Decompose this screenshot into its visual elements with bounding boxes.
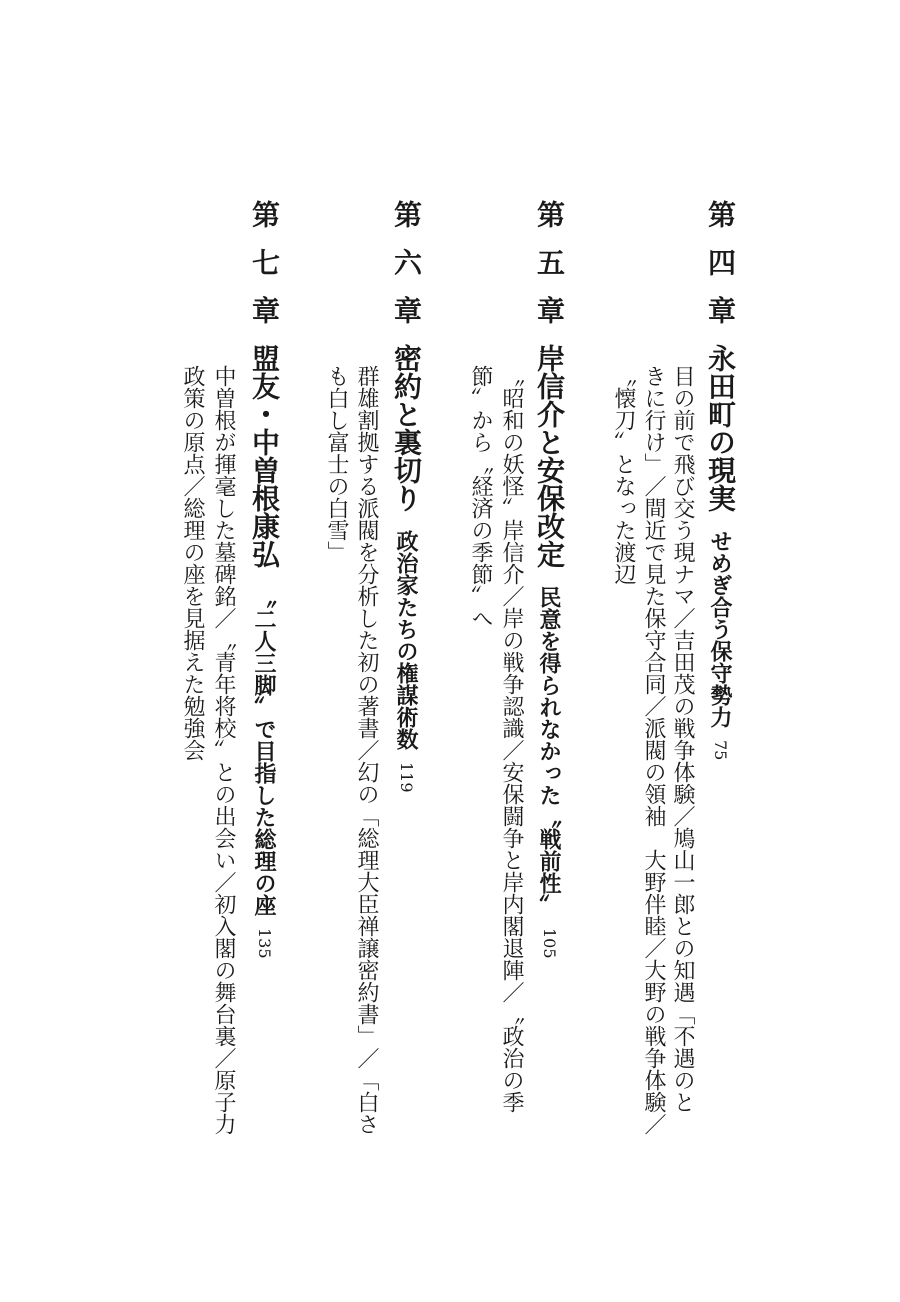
page-number: 75 (711, 740, 730, 761)
chapter-subtitle: 政治家たちの権謀術数 (393, 530, 419, 750)
chapter-label: 第六章 (390, 200, 423, 344)
chapter-7-heading (248, 200, 281, 959)
chapter-4-line-3: 〝懐刀〟となった渡辺 (611, 365, 636, 585)
chapter-5-line-1: 〝昭和の妖怪〟岸信介／岸の戦争認識／安保闘争と岸内閣退陣／〝政治の季 (499, 365, 524, 1113)
chapter-label: 第四章 (704, 200, 737, 344)
chapter-subtitle: せめぎ合う保守勢力 (707, 530, 733, 728)
page-number: 119 (397, 762, 416, 793)
chapter-6-line-2: も白し富士の白雪」 (324, 365, 349, 563)
chapter-6-line-1: 群雄割拠する派閥を分析した初の著書／幻の「総理大臣禅譲密約書」／「白さ (354, 365, 379, 1135)
chapter-title: 盟友・中曽根康弘 (248, 344, 281, 568)
chapter-5-heading (533, 200, 566, 959)
chapter-5-line-2: 節〟から〝経済の季節〟へ (468, 365, 493, 629)
chapter-title: 永田町の現実 (704, 344, 737, 512)
page-number: 105 (540, 928, 559, 959)
chapter-4-line-1: 目の前で飛び交う現ナマ／吉田茂の戦争体験／鳩山一郎との知遇「不遇のと (670, 365, 695, 1113)
chapter-title: 密約と裏切り (390, 344, 423, 512)
chapter-7-line-2: 政策の原点／総理の座を見据えた勉強会 (180, 365, 205, 761)
chapter-7-line-1: 中曽根が揮毫した墓碑銘／〝青年将校〟との出会い／初入閣の舞台裏／原子力 (211, 365, 236, 1135)
chapter-label: 第七章 (248, 200, 281, 344)
chapter-4-heading (704, 200, 737, 761)
chapter-subtitle: 〝二人三脚〟で目指した総理の座 (251, 586, 277, 916)
chapter-6-heading (390, 200, 423, 793)
page-number: 135 (255, 928, 274, 959)
chapter-4-line-2: きに行け」／間近で見た保守合同／派閥の領袖 大野伴睦／大野の戦争体験／ (641, 365, 666, 1135)
chapter-subtitle: 民意を得られなかった〝戦前性〟 (536, 586, 562, 916)
chapter-title: 岸信介と安保改定 (533, 344, 566, 568)
chapter-label: 第五章 (533, 200, 566, 344)
